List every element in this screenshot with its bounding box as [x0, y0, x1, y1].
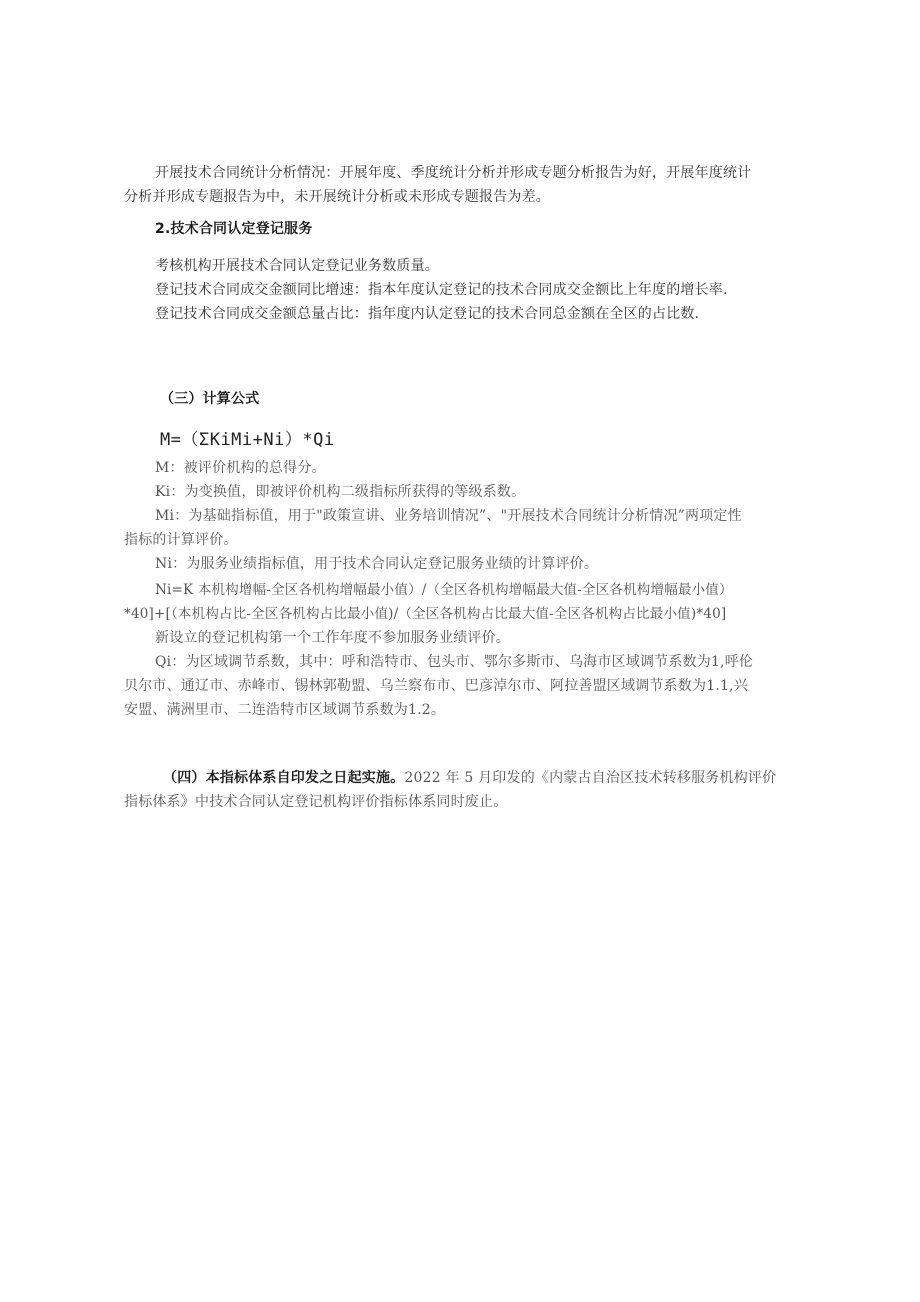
definition-ki: Ki：为变换值，即被评价机构二级指标所获得的等级系数。	[155, 484, 526, 500]
ni-formula-line-1: Ni=K 本机构增幅-全区各机构增幅最小值）/（全区各机构增幅最大值-全区各机构增幅最小值）	[155, 582, 733, 598]
definition-mi-line-1: Mi：为基础指标值，用于"政策宣讲、业务培训情况”、"开展技术合同统计分析情况”两项定性	[155, 508, 742, 524]
paragraph-final-line-1	[163, 768, 776, 788]
definition-qi-line-3: 安盟、满洲里市、二连浩特市区域调节系数为1.2。	[124, 702, 446, 718]
ni-formula-line-2: *40]+[（本机构占比-全区各机构占比最小值)/（全区各机构占比最大值-全区各机构占比最小值)*40]	[124, 606, 727, 622]
paragraph-final-line-2: 指标体系》中技术合同认定登记机构评价指标体系同时废止。	[124, 794, 508, 810]
paragraph-final-text: 2022 年 5 月印发的《内蒙古自治区技术转移服务机构评价	[404, 770, 777, 786]
paragraph-analysis-line-2: 分析并形成专题报告为中，未开展统计分析或未形成专题报告为差。	[124, 189, 550, 205]
ni-note: 新设立的登记机构第一个工作年度不参加服务业绩评价。	[155, 630, 510, 646]
definition-qi-line-1: Qi：为区域调节系数，其中：呼和浩特市、包头市、鄂尔多斯市、乌海市区域调节系数为1,呼伦	[155, 654, 754, 670]
paragraph-analysis-line-1: 开展技术合同统计分析情况：开展年度、季度统计分析并形成专题分析报告为好，开展年度统计	[155, 165, 752, 181]
definition-mi-line-2: 指标的计算评价。	[124, 532, 238, 548]
formula-main: M=（ΣKiMi+Ni）*Qi	[160, 430, 335, 450]
section-heading-3: （三）计算公式	[160, 391, 260, 407]
paragraph-growth-rate: 登记技术合同成交金额同比增速：指本年度认定登记的技术合同成交金额比上年度的增长率.	[155, 282, 728, 298]
section-heading-4: （四）本指标体系自印发之日起实施。	[163, 770, 405, 786]
paragraph-quality: 考核机构开展技术合同认定登记业务数质量。	[155, 258, 439, 274]
definition-ni: Ni：为服务业绩指标值，用于技术合同认定登记服务业绩的计算评价。	[155, 556, 599, 572]
definition-m: M：被评价机构的总得分。	[155, 460, 326, 476]
section-heading-2: 2.技术合同认定登记服务	[155, 221, 313, 237]
definition-qi-line-2: 贝尔市、通辽市、赤峰市、锡林郭勒盟、乌兰察布市、巴彦淖尔市、阿拉善盟区域调节系数为1.1,兴	[124, 678, 748, 694]
paragraph-total-share: 登记技术合同成交金额总量占比：指年度内认定登记的技术合同总金额在全区的占比数.	[155, 306, 700, 322]
